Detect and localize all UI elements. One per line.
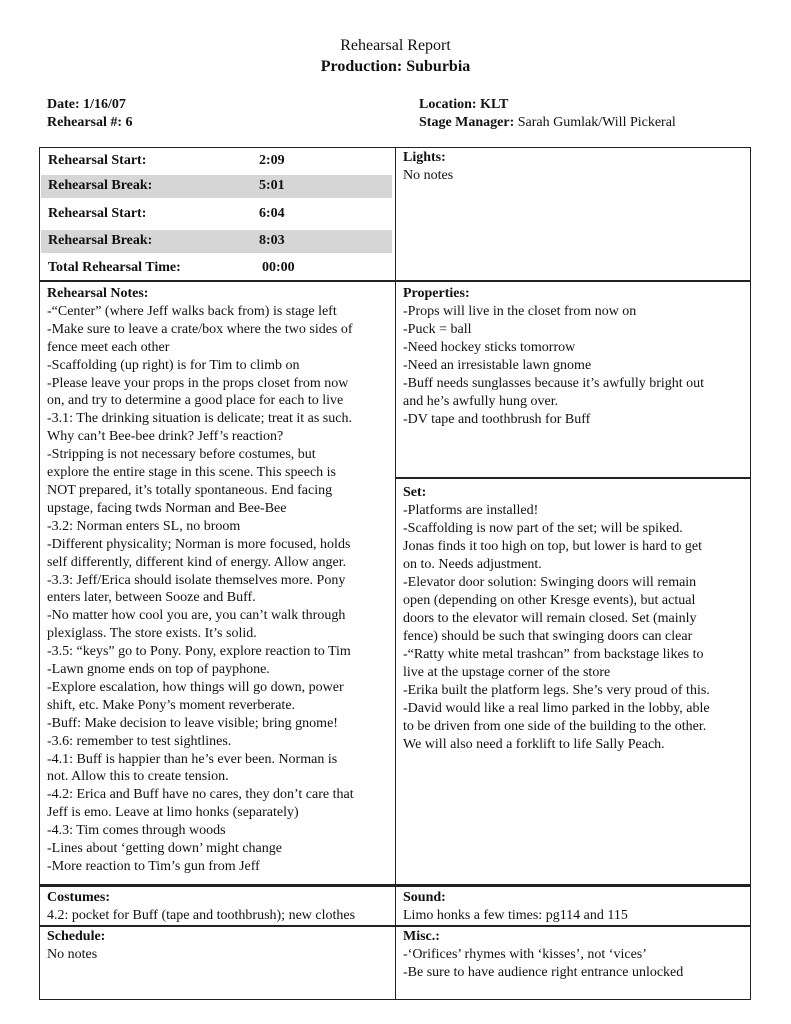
time-value: 00:00 — [262, 260, 295, 275]
properties-line: -Need an irresistable lawn gnome — [403, 358, 592, 373]
location-label: Location: — [419, 97, 477, 112]
set-line: -“Ratty white metal trashcan” from backstage likes to — [403, 647, 704, 662]
set-section — [403, 484, 748, 754]
time-row — [41, 150, 392, 173]
divider-properties-set — [396, 477, 751, 479]
time-value: 2:09 — [259, 153, 285, 168]
set-line: doors to the elevator will remain closed. Set (mainly — [403, 611, 697, 626]
notes-line: -Please leave your props in the props closet from now — [47, 375, 349, 391]
time-label: Total Rehearsal Time: — [48, 260, 181, 275]
time-label: Rehearsal Start: — [48, 206, 147, 221]
column-divider — [395, 147, 396, 1000]
notes-line: Why can’t Bee-bee drink? Jeff’s reaction? — [47, 429, 284, 445]
location-value: KLT — [480, 97, 509, 112]
set-line: We will also need a forklift to life Sally Peach. — [403, 737, 665, 752]
time-row — [41, 203, 392, 226]
notes-line: fence meet each other — [47, 339, 170, 355]
notes-line: not. Allow this to create tension. — [47, 769, 229, 785]
set-line: Jonas finds it too high on top, but lower is hard to get — [403, 539, 703, 554]
notes-line: -4.1: Buff is happier than he’s ever been. Norman is — [47, 751, 338, 767]
properties-heading: Properties: — [403, 286, 470, 301]
set-line: -Scaffolding is now part of the set; will be spiked. — [403, 521, 683, 536]
notes-line: -“Center” (where Jeff walks back from) is stage left — [47, 303, 337, 319]
notes-line: -3.1: The drinking situation is delicate; treat it as such. — [47, 411, 352, 427]
stage-manager-value: Sarah Gumlak/Will Pickeral — [517, 115, 676, 130]
properties-line: -Need hockey sticks tomorrow — [403, 340, 576, 355]
notes-line: -Lines about ‘getting down’ might change — [47, 841, 282, 857]
set-line: -David would like a real limo parked in the lobby, able — [403, 701, 710, 716]
notes-line: -More reaction to Tim’s gun from Jeff — [47, 859, 260, 874]
rehearsal-number-field — [47, 114, 133, 131]
notes-line: upstage, facing twds Norman and Bee-Bee — [47, 500, 287, 516]
time-value: 8:03 — [259, 233, 285, 248]
notes-line: -4.3: Tim comes through woods — [47, 823, 226, 839]
set-line: -Platforms are installed! — [403, 503, 539, 518]
notes-line: -Stripping is not necessary before costumes, but — [47, 447, 316, 463]
lights-section — [403, 149, 748, 185]
notes-line: Jeff is emo. Leave at limo honks (separately) — [47, 805, 299, 821]
divider-times — [39, 280, 751, 282]
sound-line: Limo honks a few times: pg114 and 115 — [403, 908, 628, 923]
costumes-section — [47, 889, 393, 925]
notes-line: -Scaffolding (up right) is for Tim to climb on — [47, 357, 300, 373]
sound-section — [403, 889, 748, 925]
production-title: Production: Suburbia — [320, 58, 471, 75]
notes-line: -4.2: Erica and Buff have no cares, they don’t care that — [47, 787, 354, 803]
time-row — [41, 175, 392, 198]
notes-line: -Buff: Make decision to leave visible; bring gnome! — [47, 715, 338, 731]
set-line: live at the upstage corner of the store — [403, 665, 611, 680]
stage-manager-label: Stage Manager: — [419, 115, 515, 130]
notes-line: -Make sure to leave a crate/box where the two sides of — [47, 321, 353, 337]
time-label: Rehearsal Break: — [48, 178, 153, 193]
notes-line: explore the entire stage in this scene. This speech is — [47, 465, 336, 481]
notes-line: -Different physicality; Norman is more focused, holds — [47, 536, 351, 552]
notes-line: on, and try to determine a good place for each to live — [47, 393, 344, 409]
date-value: 1/16/07 — [83, 97, 126, 112]
location-field — [419, 96, 508, 113]
time-label: Rehearsal Start: — [48, 153, 147, 168]
sound-heading: Sound: — [403, 890, 446, 905]
misc-line: -‘Orifices’ rhymes with ‘kisses’, not ‘vices’ — [403, 947, 647, 962]
stage-manager-field — [419, 114, 676, 131]
costumes-line: 4.2: pocket for Buff (tape and toothbrush); new clothes — [47, 908, 356, 923]
time-row — [41, 230, 392, 253]
notes-line: -3.2: Norman enters SL, no broom — [47, 518, 241, 534]
set-line: fence) should be such that swinging doors can clear — [403, 629, 693, 644]
notes-line: enters later, between Sooze and Buff. — [47, 590, 256, 606]
lights-heading: Lights: — [403, 150, 446, 165]
notes-heading: Rehearsal Notes: — [47, 286, 149, 301]
date-field — [47, 96, 126, 113]
notes-line: -Lawn gnome ends on top of payphone. — [47, 662, 270, 678]
notes-line: -3.6: remember to test sightlines. — [47, 733, 232, 749]
properties-line: -Buff needs sunglasses because it’s awfully bright out — [403, 376, 705, 391]
set-line: -Erika built the platform legs. She’s very proud of this. — [403, 683, 710, 698]
date-label: Date: — [47, 97, 80, 112]
rehearsal-number-label: Rehearsal #: — [47, 115, 123, 130]
misc-section — [403, 928, 748, 982]
misc-line: -Be sure to have audience right entrance unlocked — [403, 965, 684, 980]
notes-line: -3.5: “keys” go to Pony. Pony, explore reaction to Tim — [47, 644, 351, 660]
schedule-section — [47, 928, 393, 964]
set-line: open (depending on other Kresge events), but actual — [403, 593, 696, 608]
schedule-line: No notes — [47, 947, 98, 962]
time-value: 5:01 — [259, 178, 285, 193]
time-row — [41, 257, 392, 280]
notes-line: -3.3: Jeff/Erica should isolate themselves more. Pony — [47, 572, 346, 588]
properties-line: -Puck = ball — [403, 322, 472, 337]
notes-line: NOT prepared, it’s totally spontaneous. End facing — [47, 482, 333, 498]
set-line: to be driven from one side of the building to the other. — [403, 719, 707, 734]
set-heading: Set: — [403, 485, 427, 500]
notes-line: -Explore escalation, how things will go down, power — [47, 679, 344, 695]
set-line: on to. Needs adjustment. — [403, 557, 542, 572]
divider-costumes — [39, 884, 751, 887]
properties-line: and he’s awfully hung over. — [403, 394, 559, 409]
time-label: Rehearsal Break: — [48, 233, 153, 248]
divider-schedule — [39, 925, 751, 927]
notes-line: self differently, different kind of energy. Allow anger. — [47, 554, 347, 570]
report-title: Rehearsal Report — [340, 37, 451, 54]
schedule-heading: Schedule: — [47, 929, 106, 944]
notes-line: plexiglass. The store exists. It’s solid. — [47, 626, 257, 642]
set-line: -Elevator door solution: Swinging doors will remain — [403, 575, 697, 590]
lights-line: No notes — [403, 168, 454, 183]
misc-heading: Misc.: — [403, 929, 440, 944]
rehearsal-notes-section — [47, 285, 393, 876]
properties-line: -Props will live in the closet from now on — [403, 304, 637, 319]
properties-section — [403, 285, 748, 429]
notes-line: -No matter how cool you are, you can’t walk through — [47, 608, 346, 624]
properties-line: -DV tape and toothbrush for Buff — [403, 412, 591, 427]
time-value: 6:04 — [259, 206, 285, 221]
costumes-heading: Costumes: — [47, 890, 110, 905]
notes-line: shift, etc. Make Pony’s moment reverberate. — [47, 697, 296, 713]
rehearsal-number-value: 6 — [125, 115, 133, 130]
